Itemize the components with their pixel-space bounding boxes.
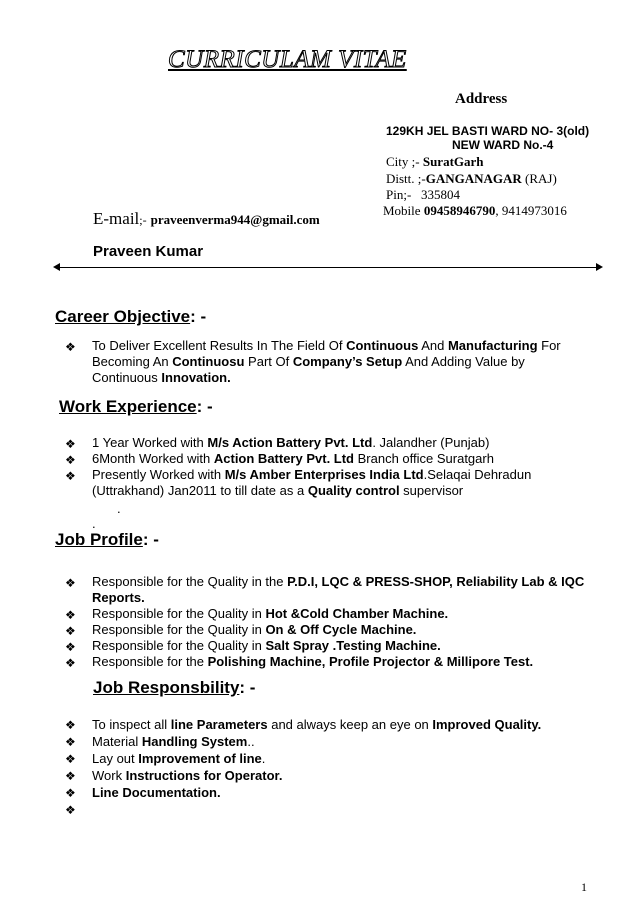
list-item: [63, 467, 583, 499]
list-item: [63, 733, 583, 750]
distt-value: GANGANAGAR: [425, 171, 522, 186]
list-item-text: Work: [92, 768, 126, 783]
list-item-text: P.D.I, LQC & PRESS-SHOP, Reliability Lab & IQC Reports.: [92, 574, 585, 605]
list-item: [63, 338, 583, 386]
pin-value: 335804: [421, 187, 461, 202]
list-item-text: Part Of: [244, 354, 293, 369]
list-item-text: line Parameters: [170, 717, 268, 732]
work-experience-suffix: : -: [196, 397, 213, 416]
diamond-bullet-icon: ❖: [65, 608, 76, 622]
career-objective-title: Career Objective: [55, 307, 191, 326]
list-item-text: Salt Spray .Testing Machine.: [265, 638, 441, 653]
diamond-bullet-icon: ❖: [65, 640, 76, 654]
list-item-text: Innovation.: [161, 370, 231, 385]
stray-dot-2: .: [92, 516, 96, 531]
list-item-text: On & Off Cycle Machine.: [265, 622, 417, 637]
address-heading: Address: [455, 91, 508, 107]
distt-label: Distt. ;-: [386, 171, 426, 186]
list-item-text: .: [261, 751, 266, 766]
job-responsibility-suffix: : -: [239, 678, 256, 697]
diamond-bullet-icon: ❖: [65, 656, 76, 670]
email-sep: ;-: [139, 213, 147, 227]
career-objective-suffix: : -: [190, 307, 207, 326]
address-mobile: [383, 203, 567, 219]
list-item-text: Presently Worked with: [92, 467, 225, 482]
list-item: [63, 435, 583, 451]
job-profile-heading: [55, 530, 159, 550]
list-item: [63, 606, 593, 622]
diamond-bullet-icon: ❖: [65, 769, 76, 783]
page-number: 1: [581, 880, 587, 894]
list-item: [63, 574, 593, 606]
list-item: [63, 654, 593, 670]
work-experience-title: Work Experience: [59, 397, 197, 416]
diamond-bullet-icon: ❖: [65, 453, 76, 467]
city-value: SuratGarh: [422, 154, 484, 169]
diamond-bullet-icon: ❖: [65, 735, 76, 749]
email-line: [93, 209, 320, 229]
list-item-text: Branch office Suratgarh: [354, 451, 494, 466]
diamond-bullet-icon: ❖: [65, 469, 76, 483]
list-item-text: Material: [92, 734, 142, 749]
work-experience-heading: [59, 397, 213, 417]
arrow-left-icon: [53, 263, 60, 271]
list-item-text: Instructions for Operator.: [125, 768, 283, 783]
job-profile-suffix: : -: [142, 530, 159, 549]
list-item: [63, 716, 583, 733]
list-item-text: Polishing Machine, Profile Projector & Millipore Test.: [207, 654, 534, 669]
list-item-text: To Deliver Excellent Results In The Field Of: [92, 338, 347, 353]
email-value[interactable]: praveenverma944@gmail.com: [150, 212, 320, 227]
diamond-bullet-icon: ❖: [65, 624, 76, 638]
list-item-text: . Jalandher (Punjab): [372, 435, 490, 450]
list-item-text: To inspect all: [92, 717, 171, 732]
email-label: E-mail: [93, 209, 140, 228]
list-item-text: Responsible for the Quality in: [92, 638, 266, 653]
list-item-text: Responsible for the: [92, 654, 208, 669]
address-pin: [386, 187, 460, 203]
list-item-text: M/s Action Battery Pvt. Ltd: [207, 435, 373, 450]
list-item-text: Hot &Cold Chamber Machine.: [265, 606, 449, 621]
pin-label: Pin;-: [386, 187, 412, 202]
list-item-text: Responsible for the Quality in: [92, 622, 266, 637]
job-profile-title: Job Profile: [55, 530, 143, 549]
work-experience-list: [63, 435, 583, 499]
divider-line: [55, 267, 601, 268]
page-title: CURRICULAM VITAE: [168, 46, 407, 73]
career-objective-heading: [55, 307, 206, 327]
list-item-text: ..: [247, 734, 255, 749]
list-item-text: Line Documentation.: [92, 785, 221, 800]
list-item-text: Improvement of line: [138, 751, 262, 766]
distt-suffix: (RAJ): [521, 171, 557, 186]
list-item-text: Lay out: [92, 751, 139, 766]
list-item-text: Company’s Setup: [292, 354, 403, 369]
list-item-text: Responsible for the Quality in the: [92, 574, 288, 589]
list-item-text: Handling System: [141, 734, 248, 749]
list-item-text: Action Battery Pvt. Ltd: [213, 451, 354, 466]
mobile-secondary: , 9414973016: [495, 203, 567, 218]
list-item-text: Continuosu: [172, 354, 245, 369]
list-item: [63, 767, 583, 784]
list-item: [63, 638, 593, 654]
list-item-text: .Selaqai Dehradun (Uttrakhand) Jan2011 to till date as a: [92, 467, 532, 498]
mobile-label: Mobile: [383, 203, 421, 218]
job-responsibility-heading: [93, 678, 255, 698]
job-responsibility-title: Job Responsbility: [93, 678, 240, 697]
list-item-text: Continuous: [346, 338, 419, 353]
list-item-text: supervisor: [399, 483, 464, 498]
candidate-name: Praveen Kumar: [93, 243, 204, 260]
diamond-bullet-icon: ❖: [65, 803, 76, 817]
list-item-text: Responsible for the Quality in: [92, 606, 266, 621]
list-item-text: And: [418, 338, 448, 353]
list-item: [63, 622, 593, 638]
diamond-bullet-icon: ❖: [65, 576, 76, 590]
list-item: [63, 451, 583, 467]
address-line-2: NEW WARD No.-4: [452, 138, 554, 152]
mobile-primary: 09458946790: [423, 203, 496, 218]
job-profile-list: [63, 574, 593, 670]
stray-dot-1: .: [117, 501, 121, 516]
job-responsibility-list: [63, 716, 583, 817]
city-label: City ;-: [386, 154, 420, 169]
list-item-text: Quality control: [307, 483, 400, 498]
list-item-text: For Becoming An: [92, 338, 561, 369]
list-item-text: Improved Quality.: [432, 717, 542, 732]
career-objective-list: [63, 338, 583, 386]
list-item: [63, 784, 583, 801]
list-item-text: Manufacturing: [447, 338, 538, 353]
address-line-1: 129KH JEL BASTI WARD NO- 3(old): [386, 124, 590, 138]
diamond-bullet-icon: ❖: [65, 786, 76, 800]
arrow-right-icon: [596, 263, 603, 271]
diamond-bullet-icon: ❖: [65, 752, 76, 766]
diamond-bullet-icon: ❖: [65, 340, 76, 354]
address-distt: [386, 171, 557, 187]
diamond-bullet-icon: ❖: [65, 718, 76, 732]
diamond-bullet-icon: ❖: [65, 437, 76, 451]
list-item-text: and always keep an eye on: [267, 717, 433, 732]
list-item-text: M/s Amber Enterprises India Ltd: [224, 467, 424, 482]
list-item-text: And Adding Value by Continuous: [92, 354, 525, 385]
list-item-text: 6Month Worked with: [92, 451, 214, 466]
address-city: [386, 154, 484, 170]
list-item: [63, 750, 583, 767]
list-item-text: 1 Year Worked with: [92, 435, 208, 450]
